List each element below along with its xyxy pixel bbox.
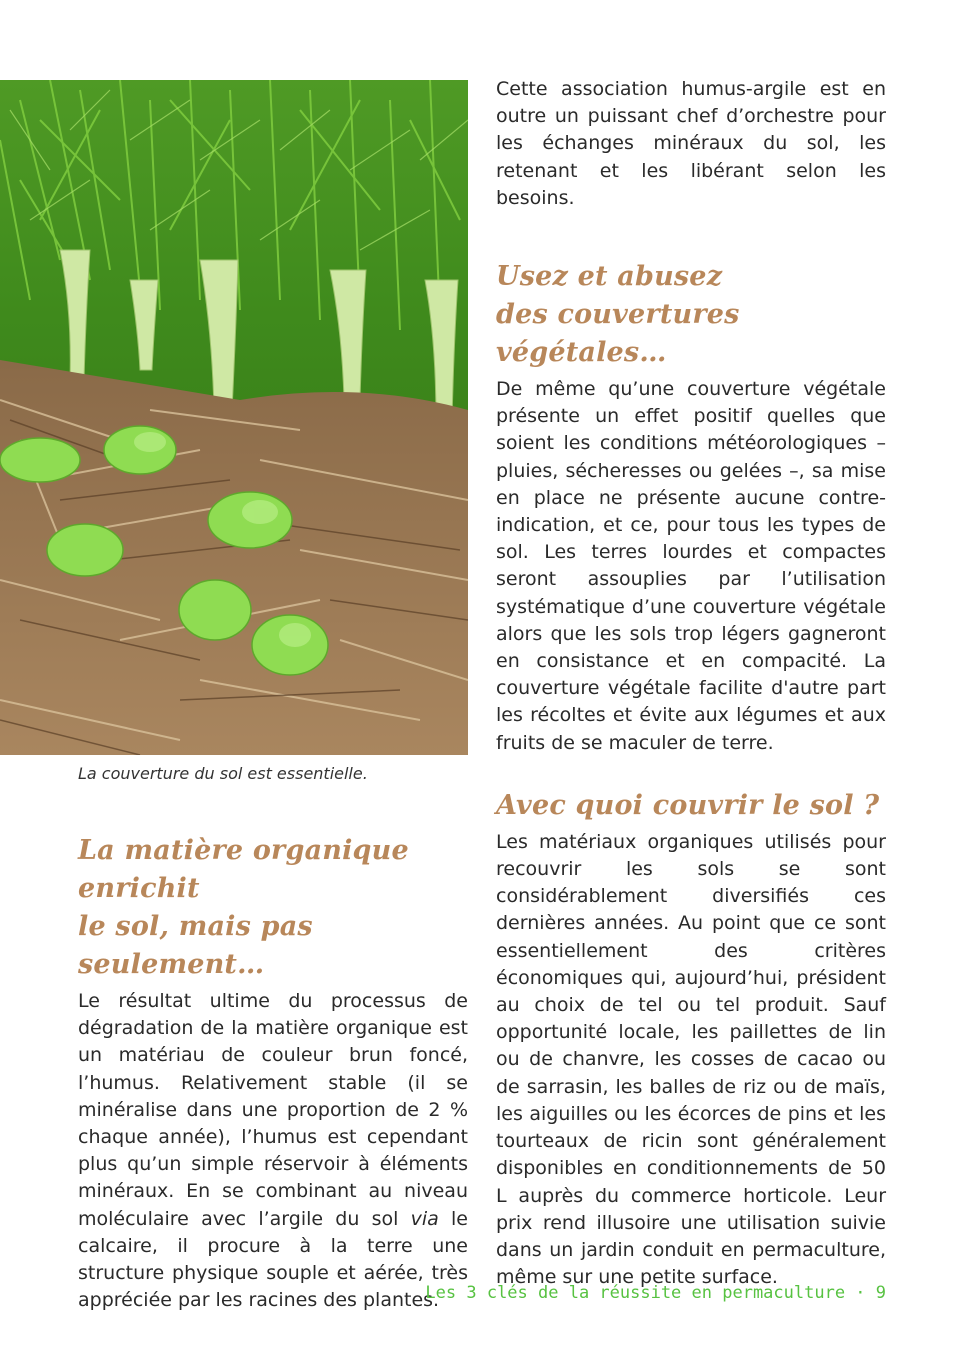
photo-caption: La couverture du sol est essentielle. <box>78 764 368 783</box>
paragraph-association: Cette association humus-argile est en outre un puissant chef d’orchestre pour les échanges minéraux du sol, les retenant et les libérant selon les besoins. <box>496 78 886 209</box>
italic-via: via <box>410 1207 439 1230</box>
paragraph-text: le calcaire, il procure à la terre une structure physique souple et aérée, très appréciée par les racines des plantes. <box>78 1207 468 1312</box>
heading-line: le sol, mais pas seulement… <box>78 911 313 980</box>
heading-line: La matière organique enrichit <box>78 835 409 904</box>
left-column <box>78 832 468 1314</box>
right-column <box>496 76 886 1291</box>
garden-photo <box>0 80 468 755</box>
paragraph-cover-materials: Les matériaux organiques utilisés pour recouvrir les sols se sont considérablement diversifiés ces dernières années. Au point que ce sont essentiellement des critères économiques qui, aujourd’hui, président au choix de tel ou tel produit. Sauf opportunité locale, les paillettes de lin ou de chanvre, les cosses de cacao ou de sarrasin, les balles de riz ou de maïs, les aiguilles ou les écorces de pins et les tourteaux de ricin sont généralement disponibles en conditionnements de 50 L auprès du commerce horticole. Leur prix rend illusoire une utilisation suivie dans un jardin conduit en permaculture, même sur une petite surface. <box>496 830 886 1289</box>
paragraph-humus <box>78 988 468 1314</box>
section-heading-plant-cover <box>496 258 886 372</box>
paragraph-text: Le résultat ultime du processus de dégradation de la matière organique est un matériau de couleur brun foncé, l’humus. Relativement stable (il se minéralise dans une proportion de 2 % chaque année), l’humus est cependant plus qu’un simple réservoir à éléments minéraux. En se combinant au niveau moléculaire avec l’argile du sol <box>78 990 468 1230</box>
heading-line: Usez et abusez <box>496 261 723 293</box>
section-heading-cover-materials: Avec quoi couvrir le sol ? <box>496 789 880 821</box>
section-heading-organic-matter <box>78 832 468 984</box>
paragraph-plant-cover: De même qu’une couverture végétale présente un effet positif quelles que soient les conditions météorologiques – pluies, sécheresses ou gelées –, sa mise en place ne présente aucune contre-indication, et ce, pour tous les types de sol. Les terres lourdes et compactes seront assouplies par l’utilisation systématique d’une couverture végétale alors que les sols trop légers gagneront en consistance et en compacité. La couverture végétale facilite d'autre part les récoltes et évite aux légumes et aux fruits de se maculer de terre. <box>496 378 886 754</box>
page-footer: Les 3 clés de la réussite en permaculture · 9 <box>425 1283 886 1303</box>
heading-line: des couvertures végétales… <box>496 299 740 369</box>
